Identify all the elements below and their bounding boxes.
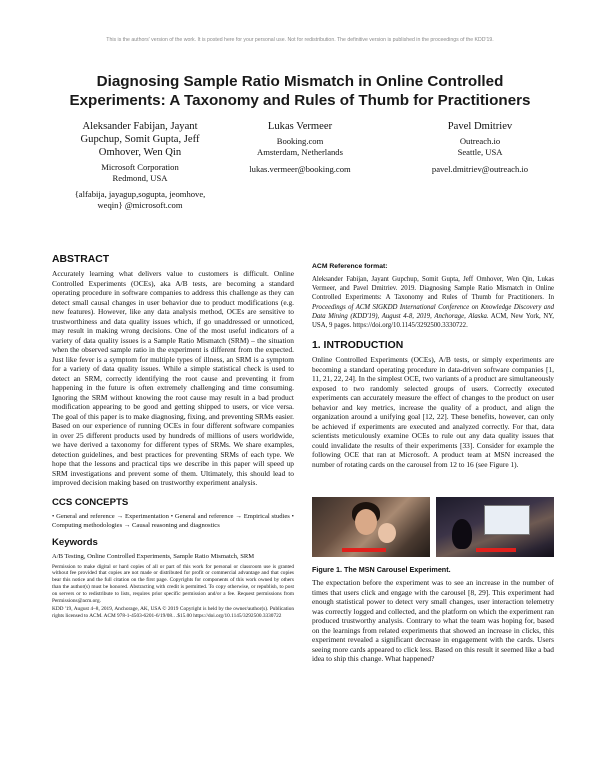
right-column [312, 262, 554, 469]
intro-heading: 1. INTRODUCTION [312, 340, 404, 352]
acm-ref-tail: ACM, New York, NY, USA, 9 pages. https://doi.org/10.1145/3292500.3330722. [312, 312, 554, 330]
left-column [52, 253, 294, 620]
acm-ref-venue: Proceedings of ACM SIGKDD International Conference on Knowledge Discovery and Data Mining (KDD'19), August 4-8, 2019, Anchorage, Alaska. [312, 303, 554, 320]
child-face [378, 523, 396, 543]
author-email: pavel.dmitriev@outreach.io [431, 164, 529, 174]
figure-msn-carousel [312, 497, 554, 557]
author-location: Amsterdam, Netherlands [257, 147, 343, 157]
ccs-heading: CCS CONCEPTS [52, 496, 129, 508]
author-version-notice: This is the authors' version of the work. It is posted here for your personal use. Not for redistribution. The definitive version is published in the proceedings of the KDD'19. [106, 37, 494, 43]
carousel-indicator [342, 548, 386, 552]
copyright-notice: KDD '19, August 4–8, 2019, Anchorage, AK, USA © 2019 Copyright is held by the owner/author(s). Publication rights licensed to ACM. ACM 978-1-4503-6201-6/19/08…$15.00 https://doi.org/10.1145/3292500.3330722 [52, 605, 294, 619]
author-name: Omhover, Wen Qin [98, 147, 182, 158]
author-email: weqin} @microsoft.com [97, 200, 183, 210]
person-face [355, 509, 377, 535]
author-location: Seattle, USA [457, 147, 503, 157]
ccs-text: • General and reference → Experimentation • General and reference → Empirical studies • Computing methodologies → Causal reasoning and diagnostics [52, 512, 294, 529]
title-line: Diagnosing Sample Ratio Mismatch in Online Controlled [96, 73, 504, 90]
title-line: Experiments: A Taxonomy and Rules of Thumb for Practitioners [69, 92, 531, 109]
right-column-continued [312, 578, 554, 664]
acm-ref-plain: Aleksander Fabijan, Jayant Gupchup, Somit Gupta, Jeff Omhover, Wen Qin, Lukas Vermeer, and Pavel Dmitriev. 2019. Diagnosing Sample Ratio Mismatch in Online Controlled Experiments: A Taxonomy and Rules of Thumb for Practitioners. In [312, 276, 554, 302]
author-name: Gupchup, Somit Gupta, Jeff [80, 134, 200, 145]
projection-screen [484, 505, 530, 535]
author-name: Lukas Vermeer [267, 121, 333, 132]
author-name: Pavel Dmitriev [447, 121, 513, 132]
author-email: lukas.vermeer@booking.com [249, 164, 351, 174]
keywords-heading: Keywords [52, 536, 98, 548]
author-block-outreach [398, 120, 562, 175]
author-affiliation: Microsoft Corporation [101, 162, 179, 172]
author-block-microsoft [52, 120, 228, 211]
author-affiliation: Booking.com [276, 136, 324, 146]
abstract-text: Accurately learning what delivers value to customers is difficult. Online Controlled Experiments (OCEs), aka A/B tests, are becoming a standard operating procedure in software companies to address this challenge as they can detect small causal changes in user behavior due to product modifications (e.g. new features). However, like any data analysis method, OCEs are sensitive to trustworthiness and data quality issues which, if go unaddressed or unnoticed, may result in making wrong decisions. One of the most useful indicators of a variety of data quality issues is a Sample Ratio Mismatch (SRM) – the situation when the observed sample ratio in the experiment is different from the expected. Just like fever is a symptom for multiple types of illness, an SRM is a symptom for a variety of data quality issues. While a simple statistical check is used to detect an SRM, correctly identifying the root cause and preventing it from happening in the future is often extremely challenging and time consuming. Ignoring the SRM without knowing the root cause may result in a bad product modification appearing to be good and getting shipped to users, or vice versa. The goal of this paper is to make diagnosing, fixing, and preventing SRMs easier. Based on our experience of running OCEs in four different software companies in over 25 different products used by hundreds of millions of users worldwide, we have derived a taxonomy for different types of SRMs. We share examples, detection guidelines, and best practices for preventing SRMs of each type. We hope that the lessons and practical tips we describe in this paper will speed up SRM investigations and prevent some of them. Ultimately, this should lead to improved decision making based on trustworthy experiment analysis. [52, 269, 294, 487]
figure-caption: Figure 1. The MSN Carousel Experiment. [312, 565, 451, 574]
intro-text: Online Controlled Experiments (OCEs), A/B tests, or simply experiments are becoming a standard operating procedure in data-driven software companies [1, 11, 21, 22, 24]. In the simplest OCE, two variants of a product are simultaneously exposed to two randomly selected groups of users. Correctly executed experiments can accurately measure the effect of changes to the product on user behavior and key metrics, increase the quality of a product, and align the organization around a unifying goal [12, 22]. These benefits, however, can only be achieved if experiments are executed and analyzed correctly. For that, data scientists meticulously examine OCEs to rule out any data quality issues that could invalidate the results of their experiments [33]. Consider for example the following OCE that ran at Microsoft. A product team at MSN increased the number of rotating cards on the carousel from 12 to 16 (see Figure 1). [312, 355, 554, 469]
keywords-text: A/B Testing, Online Controlled Experiments, Sample Ratio Mismatch, SRM [52, 552, 255, 560]
carousel-indicator [476, 548, 516, 552]
author-block-booking [218, 120, 382, 175]
abstract-heading: ABSTRACT [52, 254, 110, 265]
carousel-photo-right [436, 497, 554, 557]
acm-ref-text [312, 275, 554, 330]
acm-ref-heading: ACM Reference format: [312, 263, 388, 270]
author-name: Aleksander Fabijan, Jayant [82, 121, 198, 132]
body-text: The expectation before the experiment was to see an increase in the number of times that users click and engage with the carousel [8, 29]. This experiment had enough statistical power to detect very small changes, user interaction telemetry was correctly logged and collected, and the platform on which the experiment ran produced trustworthy analysis. Contrary to what the team was hoping for, based on the learnings from related experiments that showed an increase in clicks, this experiment revealed a significant decrease in engagement with the cards. Users seeing more cards appeared to click less. Based on this result it seemed like a bad idea to ship this change. What happened? [312, 578, 554, 663]
permission-notice: Permission to make digital or hard copies of all or part of this work for personal or classroom use is granted without fee provided that copies are not made or distributed for profit or commercial advantage and that copies bear this notice and the full citation on the first page. Copyrights for components of this work owned by others than the author(s) must be honored. Abstracting with credit is permitted. To copy otherwise, or republish, to post on servers or to redistribute to lists, requires prior specific permission and/or a fee. Request permissions from Permissions@acm.org. [52, 563, 294, 605]
person-silhouette [452, 519, 472, 549]
paper-title [40, 72, 560, 110]
author-affiliation: Outreach.io [459, 136, 501, 146]
author-email: {alfabija, jayagup,sogupta, jeomhove, [74, 189, 206, 199]
carousel-photo-left [312, 497, 430, 557]
author-location: Redmond, USA [112, 173, 168, 183]
